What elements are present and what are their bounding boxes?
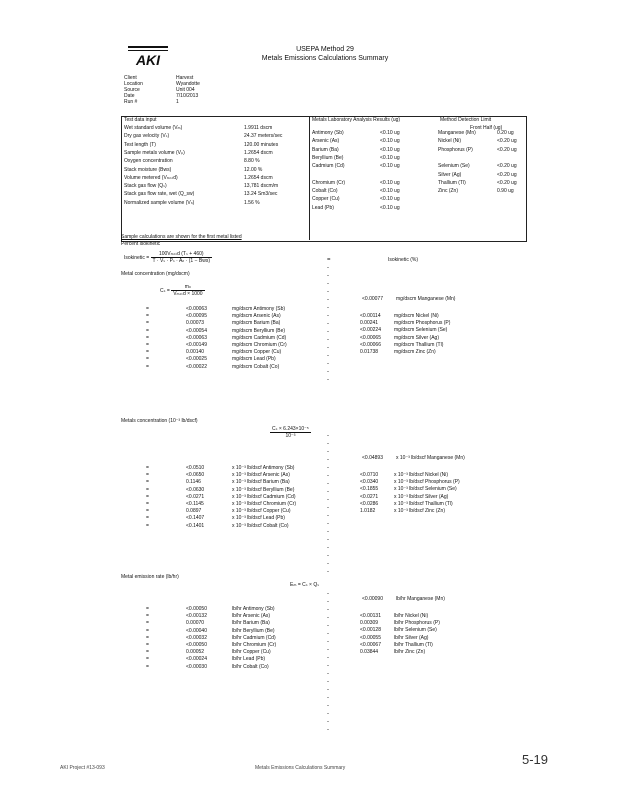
result-value: 0.1146 bbox=[186, 479, 201, 486]
result-value: 0.00070 bbox=[186, 620, 205, 627]
equals-sign: = bbox=[146, 486, 149, 493]
result-unit: lb/hr Phosphorus (P) bbox=[394, 620, 440, 627]
lab-metal-2: Phosphorus (P) bbox=[438, 146, 473, 153]
result-unit: x 10⁻³ lb/dscf Silver (Ag) bbox=[394, 493, 449, 500]
isokinetic-fraction: $\frac{\text{100Vₘₛₜd (Tₛ + 460)}}{\text{T · Vₛ · Pₛ · Aₙ · (1 − Bws)}}$ bbox=[152, 251, 210, 264]
separator-column-3: - - - - - - - - - - - - - - - - - - bbox=[327, 591, 329, 733]
test-data-value: 8.80 % bbox=[244, 158, 260, 165]
result-value: 1.0182 bbox=[360, 508, 376, 514]
result-unit: lb/hr Beryllium (Be) bbox=[232, 627, 275, 634]
result-unit: x 10⁻³ lb/dscf Thallium (Tl) bbox=[394, 500, 453, 507]
result-unit: x 10⁻³ lb/dscf Beryllium (Be) bbox=[232, 486, 295, 493]
isokinetic-lhs: Isokinetic = bbox=[124, 254, 150, 261]
footer-left: AKI Project #13-093 bbox=[60, 765, 105, 771]
result-value: <0.00030 bbox=[186, 663, 207, 670]
result-value: <0.00050 bbox=[186, 606, 207, 612]
result-value: <0.04893 bbox=[362, 455, 383, 461]
result-unit: mg/dscm Lead (Pb) bbox=[232, 356, 276, 363]
company-logo bbox=[128, 44, 168, 68]
lab-value: <0.10 ug bbox=[380, 163, 400, 170]
lab-metal-2: Selenium (Se) bbox=[438, 163, 470, 170]
result-value: <0.00054 bbox=[186, 327, 207, 334]
info-label: Location bbox=[124, 81, 143, 87]
test-data-label: Stack moisture (Bws) bbox=[124, 166, 172, 173]
test-data-value: 120.00 minutes bbox=[244, 141, 279, 148]
result-value: <0.00066 bbox=[360, 341, 381, 348]
page-number: 5-19 bbox=[522, 752, 549, 767]
conc-heading: Metal concentration (mg/dscm) bbox=[121, 271, 190, 277]
result-value: 0.03844 bbox=[360, 649, 379, 655]
lab-metal-2: Silver (Ag) bbox=[438, 171, 462, 178]
equals-sign: = bbox=[146, 656, 149, 663]
info-label: Run # bbox=[124, 99, 138, 105]
result-value: <0.0271 bbox=[186, 493, 205, 500]
test-data-value: 12.00 % bbox=[244, 166, 263, 173]
result-unit: mg/dscm Phosphorus (P) bbox=[394, 320, 451, 327]
lab-value: <0.10 ug bbox=[380, 146, 400, 153]
result-unit: lb/hr Zinc (Zn) bbox=[394, 649, 426, 655]
equals-sign: = bbox=[146, 663, 149, 670]
result-value: <0.00132 bbox=[186, 613, 207, 620]
result-value: <0.00055 bbox=[360, 634, 381, 641]
test-data-label: Stack gas flow rate, wet (Q_sw) bbox=[124, 191, 195, 198]
result-unit: mg/dscm Thallium (Tl) bbox=[394, 341, 444, 348]
cs-fraction: $\frac{\text{mₙ}}{\text{Vₘₛₜd × 1000}}$ bbox=[173, 284, 203, 297]
test-data-label: Volume metered (Vₘₛₜd) bbox=[124, 174, 178, 181]
result-value: <0.00063 bbox=[186, 334, 207, 341]
lab-metal-2: Thallium (Tl) bbox=[438, 179, 466, 186]
result-value: <0.1407 bbox=[186, 515, 205, 522]
result-unit: mg/dscm Cobalt (Co) bbox=[232, 363, 280, 370]
test-data-value: 24.37 meters/sec bbox=[244, 133, 283, 140]
result-unit: mg/dscm Zinc (Zn) bbox=[394, 349, 436, 355]
result-value: <0.0286 bbox=[360, 500, 379, 507]
lab-value: <0.10 ug bbox=[380, 179, 400, 186]
result-unit: lb/hr Copper (Cu) bbox=[232, 649, 271, 656]
result-unit: x 10⁻³ lb/dscf Phosphorus (P) bbox=[394, 479, 460, 486]
result-value: 0.01738 bbox=[360, 349, 379, 355]
equals-sign: = bbox=[146, 606, 149, 612]
isokinetic-result-label: Isokinetic (%) bbox=[388, 257, 419, 263]
equals-sign: = bbox=[146, 649, 149, 656]
lab-value: <0.10 ug bbox=[380, 204, 400, 211]
result-unit: x 10⁻³ lb/dscf Chromium (Cr) bbox=[232, 501, 297, 507]
result-unit: x 10⁻³ lb/dscf Manganese (Mn) bbox=[396, 455, 465, 461]
lab-metal: Arsenic (As) bbox=[312, 138, 340, 145]
calc-note: Sample calculations are shown for the first metal listed bbox=[121, 234, 242, 240]
result-value: <0.00022 bbox=[186, 363, 207, 370]
equals-sign: = bbox=[146, 363, 149, 370]
equals-sign: = bbox=[146, 522, 149, 529]
test-data-label: Oxygen concentration bbox=[124, 158, 173, 165]
result-value: <0.00114 bbox=[360, 313, 381, 319]
lab-value-2: 0.20 ug bbox=[497, 130, 514, 136]
lab-heading: Metals Laboratory Analysis Results (ug) bbox=[312, 117, 401, 123]
result-unit: x 10⁻³ lb/dscf Lead (Pb) bbox=[232, 515, 285, 522]
lab-value: <0.10 ug bbox=[380, 188, 400, 195]
equals-sign: = bbox=[146, 327, 149, 334]
test-data-label: Sample metals volume (Vₚ) bbox=[124, 149, 185, 156]
info-label: Date bbox=[124, 93, 135, 99]
svg-text:AKI: AKI bbox=[135, 52, 161, 68]
equals-sign: = bbox=[146, 627, 149, 634]
mdl-col-header: Front Half (ug) bbox=[470, 125, 503, 131]
footer-center: Metals Emissions Calculations Summary bbox=[255, 765, 346, 771]
result-unit: mg/dscm Barium (Ba) bbox=[232, 320, 281, 327]
lab-metal: Lead (Pb) bbox=[312, 204, 334, 211]
result-unit: x 10⁻³ lb/dscf Barium (Ba) bbox=[232, 479, 290, 486]
result-unit: mg/dscm Cadmium (Cd) bbox=[232, 334, 287, 341]
result-unit: mg/dscm Nickel (Ni) bbox=[394, 313, 439, 319]
result-value: <0.00077 bbox=[362, 296, 383, 302]
lab-value-2: <0.20 ug bbox=[497, 138, 517, 145]
result-value: <0.0710 bbox=[360, 472, 379, 478]
result-unit: mg/dscm Selenium (Se) bbox=[394, 327, 448, 334]
test-data-label: Stack gas flow (Qₛ) bbox=[124, 183, 167, 190]
lab-metal: Beryllium (Be) bbox=[312, 154, 344, 161]
cs-formula bbox=[160, 284, 205, 297]
equals-sign: = bbox=[146, 472, 149, 479]
info-value: 7/10/2013 bbox=[176, 93, 199, 99]
lab-metal-2: Manganese (Mn) bbox=[438, 130, 476, 136]
lb-hr-heading: Metal emission rate (lb/hr) bbox=[121, 574, 179, 580]
result-unit: x 10⁻³ lb/dscf Selenium (Se) bbox=[394, 486, 457, 493]
result-unit: lb/hr Barium (Ba) bbox=[232, 620, 270, 627]
page-subtitle: Metals Emissions Calculations Summary bbox=[261, 55, 389, 62]
lab-value: <0.10 ug bbox=[380, 138, 400, 145]
result-unit: lb/hr Manganese (Mn) bbox=[396, 596, 445, 602]
equals-sign: = bbox=[146, 613, 149, 620]
test-data-value: 1.2654 dscm bbox=[244, 174, 273, 181]
lab-metal-2: Zinc (Zn) bbox=[438, 188, 458, 195]
info-value: 1 bbox=[176, 99, 179, 105]
result-value: <0.00090 bbox=[362, 596, 383, 602]
result-unit: lb/hr Arsenic (As) bbox=[232, 613, 271, 620]
result-unit: mg/dscm Manganese (Mn) bbox=[396, 296, 456, 302]
result-value: <0.1855 bbox=[360, 486, 379, 493]
lab-value-2: 0.90 ug bbox=[497, 188, 514, 195]
result-value: <0.00063 bbox=[186, 306, 207, 312]
equals-sign: = bbox=[146, 642, 149, 648]
result-value: <0.00032 bbox=[186, 634, 207, 641]
result-unit: lb/hr Lead (Pb) bbox=[232, 656, 266, 663]
result-value: <0.00149 bbox=[186, 342, 207, 348]
result-value: <0.0271 bbox=[360, 493, 379, 500]
test-data-value: 1.2654 dscm bbox=[244, 149, 273, 156]
lab-subheading: Method Detection Limit bbox=[440, 117, 492, 123]
result-value: <0.0630 bbox=[186, 486, 205, 493]
result-value: 0.0897 bbox=[186, 508, 202, 515]
result-unit: lb/hr Antimony (Sb) bbox=[232, 606, 275, 612]
result-unit: x 10⁻³ lb/dscf Cobalt (Co) bbox=[232, 522, 289, 529]
lb-dscf-heading: Metals concentration (10⁻³ lb/dscf) bbox=[121, 418, 198, 424]
lab-metal: Chromium (Cr) bbox=[312, 179, 346, 186]
lab-value-2: <0.20 ug bbox=[497, 163, 517, 170]
isokinetic-heading: Percent isokinetic bbox=[121, 241, 161, 247]
lab-metal-2: Nickel (Ni) bbox=[438, 138, 462, 145]
result-unit: x 10⁻³ lb/dscf Copper (Cu) bbox=[232, 508, 291, 515]
result-value: <0.00065 bbox=[360, 334, 381, 341]
result-unit: lb/hr Nickel (Ni) bbox=[394, 613, 429, 619]
result-value: 0.00241 bbox=[360, 320, 379, 327]
result-value: <0.00025 bbox=[186, 356, 207, 363]
equals-sign: = bbox=[146, 493, 149, 500]
result-value: <0.00024 bbox=[186, 656, 207, 663]
result-unit: lb/hr Thallium (Tl) bbox=[394, 641, 433, 648]
lab-metal: Copper (Cu) bbox=[312, 196, 340, 203]
equals-sign: = bbox=[146, 465, 149, 471]
info-value: Unit 004 bbox=[176, 87, 195, 93]
equals-sign: = bbox=[146, 479, 149, 486]
test-data-value: 1.9911 dscm bbox=[244, 125, 273, 131]
result-value: <0.00040 bbox=[186, 627, 207, 634]
result-unit: x 10⁻³ lb/dscf Zinc (Zn) bbox=[394, 508, 445, 514]
equals-sign: = bbox=[146, 342, 149, 348]
equals-sign: = bbox=[146, 508, 149, 515]
result-value: <0.0510 bbox=[186, 465, 205, 471]
result-value: <0.00067 bbox=[360, 641, 381, 648]
result-unit: x 10⁻³ lb/dscf Arsenic (As) bbox=[232, 472, 290, 479]
result-unit: lb/hr Cadmium (Cd) bbox=[232, 634, 276, 641]
equals-sign: = bbox=[146, 501, 149, 507]
lab-metal: Barium (Ba) bbox=[312, 146, 339, 153]
separator-column-2: - - - - - - - - - - - - - - - - - - bbox=[327, 433, 329, 575]
result-unit: lb/hr Cobalt (Co) bbox=[232, 663, 269, 670]
test-data-heading: Test data input bbox=[124, 117, 157, 123]
equals-sign: = bbox=[146, 356, 149, 363]
result-value: <0.1401 bbox=[186, 522, 205, 529]
result-value: 0.00052 bbox=[186, 649, 205, 656]
result-value: <0.1145 bbox=[186, 501, 204, 507]
result-value: <0.0340 bbox=[360, 479, 379, 486]
equals-sign: = bbox=[146, 634, 149, 641]
result-unit: mg/dscm Chromium (Cr) bbox=[232, 342, 287, 348]
result-unit: lb/hr Selenium (Se) bbox=[394, 627, 437, 634]
result-unit: mg/dscm Arsenic (As) bbox=[232, 313, 281, 320]
separator-column-1: = - - - - - - - - - - - - - - - bbox=[327, 257, 331, 383]
lb-dscf-formula: $\frac{\text{Cₛ × 6.243×10⁻⁵}}{\text{10⁻³}}$ bbox=[272, 426, 309, 439]
equals-sign: = bbox=[146, 515, 149, 522]
result-unit: mg/dscm Beryllium (Be) bbox=[232, 327, 286, 334]
lab-value: <0.10 ug bbox=[380, 154, 400, 161]
lab-value-2: <0.20 ug bbox=[497, 146, 517, 153]
info-label: Client bbox=[124, 75, 137, 81]
result-unit: mg/dscm Antimony (Sb) bbox=[232, 306, 286, 312]
test-data-label: Normalized sample volume (Vₙ) bbox=[124, 199, 195, 206]
equals-sign: = bbox=[146, 313, 149, 320]
info-label: Source bbox=[124, 87, 140, 93]
equals-sign: = bbox=[146, 334, 149, 341]
lab-value-2: <0.20 ug bbox=[497, 171, 517, 178]
result-unit: x 10⁻³ lb/dscf Cadmium (Cd) bbox=[232, 493, 296, 500]
result-value: 0.00073 bbox=[186, 320, 205, 327]
lab-value-2: <0.20 ug bbox=[497, 179, 517, 186]
result-value: <0.00128 bbox=[360, 627, 381, 634]
page-title: USEPA Method 29 bbox=[296, 46, 354, 53]
lab-value: <0.10 ug bbox=[380, 130, 400, 136]
test-data-label: Dry gas velocity (Vₛ) bbox=[124, 133, 170, 140]
data-box-divider bbox=[309, 116, 310, 240]
equals-sign: = bbox=[146, 320, 149, 327]
cs-lhs: Cₛ = bbox=[160, 287, 170, 294]
test-data-value: 1.56 % bbox=[244, 199, 260, 206]
lab-value: <0.10 ug bbox=[380, 196, 400, 203]
test-data-label: Test length (T) bbox=[124, 141, 156, 148]
result-value: <0.00095 bbox=[186, 313, 207, 320]
result-unit: lb/hr Silver (Ag) bbox=[394, 634, 429, 641]
equals-sign: = bbox=[146, 306, 149, 312]
equals-sign: = bbox=[146, 349, 149, 356]
result-value: 0.00309 bbox=[360, 620, 379, 627]
test-data-value: 13,781 dscm/m bbox=[244, 183, 279, 190]
result-unit: lb/hr Chromium (Cr) bbox=[232, 642, 277, 648]
result-value: <0.0650 bbox=[186, 472, 205, 479]
result-unit: mg/dscm Silver (Ag) bbox=[394, 334, 440, 341]
equals-sign: = bbox=[146, 620, 149, 627]
info-value: Harvest bbox=[176, 75, 194, 81]
test-data-value: 13.24 Sm3/sec bbox=[244, 191, 278, 198]
result-unit: mg/dscm Copper (Cu) bbox=[232, 349, 282, 356]
result-value: <0.00131 bbox=[360, 613, 381, 619]
lab-metal: Cobalt (Co) bbox=[312, 188, 338, 195]
result-unit: x 10⁻³ lb/dscf Nickel (Ni) bbox=[394, 472, 449, 478]
lab-metal: Antimony (Sb) bbox=[312, 130, 344, 136]
lb-hr-formula: Eₘ = Cₛ × Qₛ bbox=[290, 582, 320, 588]
lab-metal: Cadmium (Cd) bbox=[312, 163, 345, 170]
result-value: <0.00050 bbox=[186, 642, 207, 648]
result-unit: x 10⁻³ lb/dscf Antimony (Sb) bbox=[232, 465, 295, 471]
test-data-label: Wet standard volume (Vₘ) bbox=[124, 125, 183, 131]
isokinetic-formula bbox=[124, 251, 212, 264]
result-value: 0.00140 bbox=[186, 349, 205, 356]
info-value: Wyandotte bbox=[176, 81, 200, 87]
result-value: <0.00224 bbox=[360, 327, 381, 334]
